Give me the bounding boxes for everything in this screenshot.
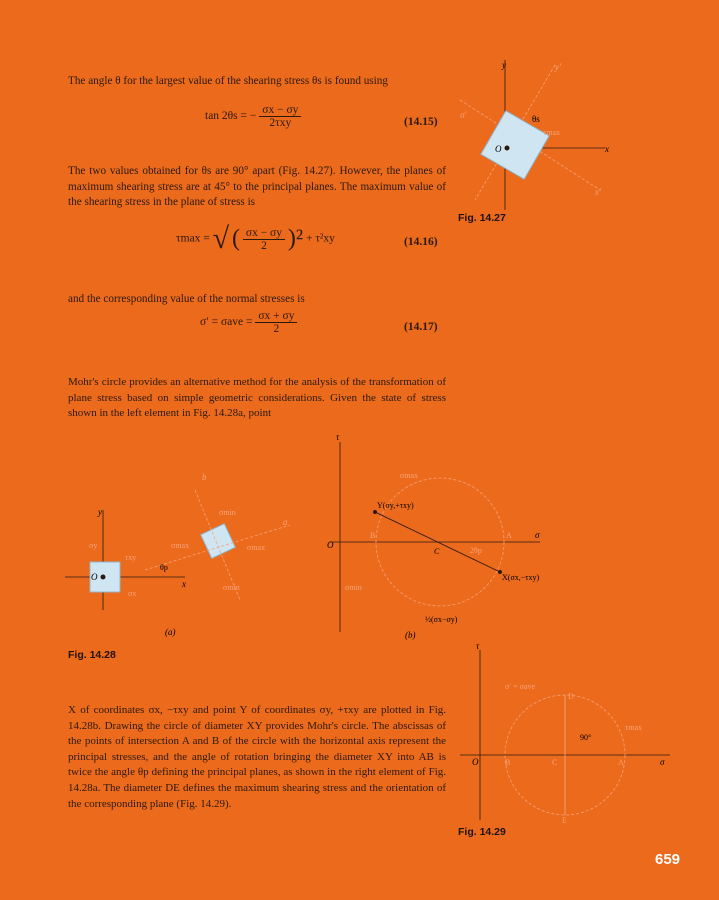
eq1-lhs: tan 2θs = − (205, 110, 257, 123)
eq2-numerator: σx − σy (243, 227, 285, 240)
fig28a-label-txy: τxy (125, 553, 137, 562)
paragraph-3: and the corresponding value of the normal stresses is (68, 293, 305, 305)
eq2-lhs: τmax = (176, 232, 210, 245)
fig28a-label-smax-left: σmax (171, 541, 190, 550)
fig29-label-tmax: τmax (625, 723, 642, 732)
fig28b-label-A: A (506, 531, 512, 540)
fig27-caption: Fig. 14.27 (458, 212, 506, 224)
fig28a-label-x: x (182, 579, 186, 589)
fig27-origin-dot (505, 146, 510, 151)
fig28a-label-smax-right: σmax (247, 543, 266, 552)
fig27-label-o: O (495, 144, 502, 154)
fig28b-label-Y: Y(σy,+τxy) (377, 501, 414, 510)
fig28-caption: Fig. 14.28 (68, 649, 116, 661)
eq3-numerator: σx + σy (255, 310, 297, 323)
eq3-lhs: σ′ = σave = (200, 316, 253, 329)
fig27-label-sigp: σ′ (460, 110, 467, 120)
paragraph-2: The two values obtained for θs are 90° apart (Fig. 14.27). However, the planes of maximum shearing stress are at 45° to the principal planes. The maximum value of the shearing stress in the plane of stress is (68, 165, 446, 209)
paren-open: ( (232, 225, 240, 252)
fig28b-label-2thetap: 2θp (470, 546, 482, 555)
fig28a-label-b: b (202, 472, 207, 482)
fig28b-label-o: O (327, 540, 334, 550)
fig27-label-yp: y′ (555, 62, 561, 72)
fig29-label-E: E (562, 816, 567, 825)
eq3-denominator: 2 (273, 323, 280, 335)
fig28b-label-tau: τ (336, 432, 340, 442)
fig28b-label-sigma: σ (535, 530, 540, 540)
fig28a-label-smin-bottom: σmin (223, 583, 240, 592)
paragraph-4: Mohr's circle provides an alternative method for the analysis of the transformation of plane stress based on simple geometric considerations. Given the state of stress shown in the left element in Fig. 14.28a, point (68, 376, 446, 420)
eq2-denominator: 2 (261, 239, 267, 252)
fig29-label-sigp: σ′ = σave (505, 682, 535, 691)
fig29-label-O: O (472, 757, 479, 767)
sqrt-symbol: √ (212, 222, 230, 255)
fig27-label-xp: x′ (595, 187, 601, 197)
fig27-label-tmax: τmax (543, 128, 560, 137)
eq3-tag: (14.17) (404, 321, 438, 333)
fig27-label-thetas: θs (532, 114, 540, 124)
figure-14-29 (460, 641, 680, 825)
fig28a-right-element (201, 524, 236, 559)
eq1-numerator: σx − σy (259, 104, 301, 117)
fig29-label-tau: τ (476, 641, 480, 651)
fig28b-label-half: ½(σx−σy) (425, 615, 458, 624)
eq2-tail: + τ²xy (305, 232, 335, 245)
fig27-label-y: y (502, 60, 506, 70)
page-number: 659 (655, 851, 681, 868)
equation-14-17 (200, 310, 297, 335)
equation-14-15 (205, 104, 301, 129)
eq1-tag: (14.15) (404, 116, 438, 128)
fig27-label-x: x (605, 144, 609, 154)
fig28a-label-sigx: σx (128, 589, 137, 598)
fig28a-origin-dot (101, 575, 106, 580)
figure-14-28a (65, 470, 315, 650)
fig29-label-90: 90° (580, 733, 592, 742)
fig28b-label-smax: σmax (400, 471, 419, 480)
fig29-label-A: A (618, 758, 624, 767)
equation-14-16 (176, 222, 335, 256)
fig28a-label-thetap: θp (160, 563, 168, 572)
fig28b-label-X: X(σx,−τxy) (502, 573, 540, 582)
figure-14-28b (327, 432, 560, 642)
eq3-fraction (255, 310, 297, 335)
fig29-caption: Fig. 14.29 (458, 826, 506, 838)
fig29-label-B: B (505, 758, 511, 767)
fig28b-label-smin: σmin (345, 583, 362, 592)
paragraph-1: The angle θ for the largest value of the shearing stress θs is found using (68, 75, 388, 87)
fig28b-label-B: B (370, 531, 376, 540)
fig29-label-sigma: σ (660, 757, 665, 767)
fig28a-label-smin-top: σmin (219, 508, 236, 517)
paragraph-5: X of coordinates σx, −τxy and point Y of coordinates σy, +τxy are plotted in Fig. 14.28b. Drawing the circle of diameter XY provides Mohr's circle. The abscissas of the points of intersection A and B of the circle with the horizontal axis represent the principal stresses, and the angle of rotation bringing the diameter XY into AB is twice the angle θp defining the principal planes, as shown in the right element of Fig. 14.28a. The diameter DE defines the maximum shearing stress and the orientation of the corresponding plane (Fig. 14.29). (68, 704, 446, 810)
fig28b-point-y (373, 510, 377, 514)
fig28a-label-o: O (91, 572, 98, 582)
paren-close: )² (287, 225, 304, 252)
figure-14-27 (455, 60, 635, 210)
eq1-fraction (259, 104, 301, 129)
eq1-denominator: 2τxy (269, 117, 292, 129)
fig28a-sublabel: (a) (165, 627, 176, 637)
fig28a-label-sigy: σy (89, 541, 98, 550)
eq2-tag: (14.16) (404, 236, 438, 248)
fig28b-sublabel: (b) (405, 630, 416, 640)
fig28b-label-C: C (434, 547, 440, 556)
fig29-label-D: D (568, 692, 574, 701)
fig28a-label-y: y (98, 507, 102, 517)
eq2-fraction (243, 227, 285, 252)
fig29-label-C: C (552, 758, 558, 767)
fig28a-label-a: a (283, 517, 288, 527)
